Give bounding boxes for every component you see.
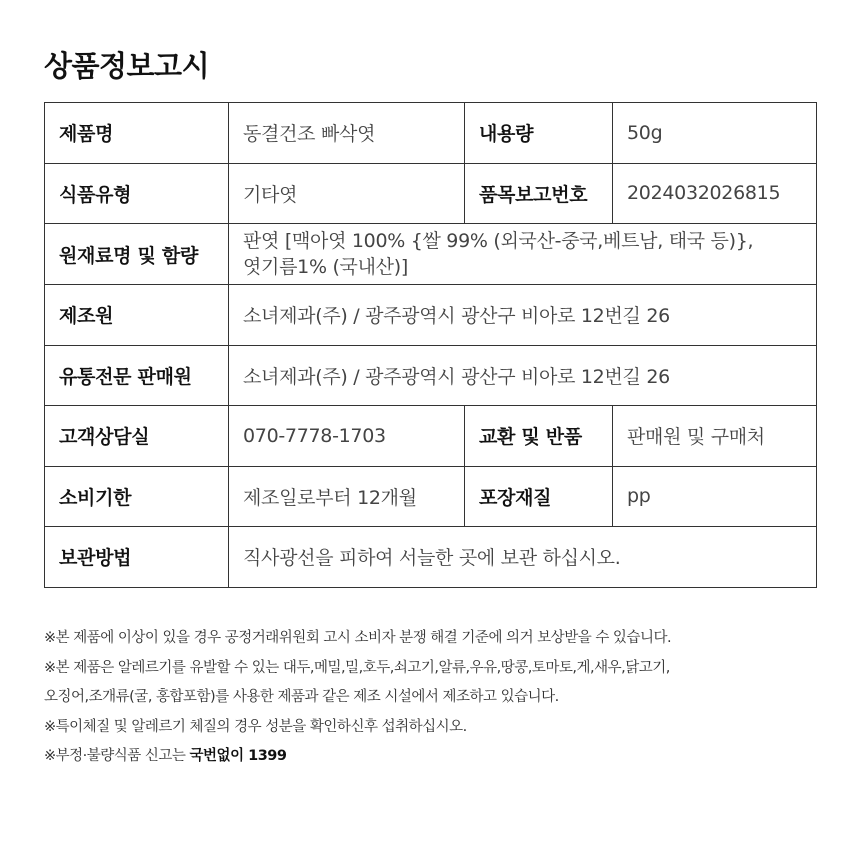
net-content-label: 내용량 <box>465 103 613 164</box>
report-number-label: 품목보고번호 <box>465 163 613 224</box>
distributor-value: 소녀제과(주) / 광주광역시 광산구 비아로 12번길 26 <box>229 345 817 406</box>
packaging-label: 포장재질 <box>465 466 613 527</box>
customer-service-label: 고객상담실 <box>45 406 229 467</box>
table-row <box>45 224 817 285</box>
ingredients-line: 판엿 [맥아엿 100% {쌀 99% (외국산-중국,베트남, 태국 등)}, <box>243 230 754 252</box>
exchange-return-value: 판매원 및 구매처 <box>613 406 817 467</box>
manufacturer-label: 제조원 <box>45 285 229 346</box>
shelf-life-value: 제조일로부터 12개월 <box>229 466 465 527</box>
table-row <box>45 406 817 467</box>
table-row <box>45 466 817 527</box>
food-type-label: 식품유형 <box>45 163 229 224</box>
notice-line: ※특이체질 및 알레르기 체질의 경우 성분을 확인하신후 섭취하십시오. <box>44 718 467 735</box>
product-name-value: 동결건조 빠삭엿 <box>229 103 465 164</box>
food-type-value: 기타엿 <box>229 163 465 224</box>
table-row <box>45 345 817 406</box>
distributor-label: 유통전문 판매원 <box>45 345 229 406</box>
notice-line: ※본 제품은 알레르기를 유발할 수 있는 대두,메밀,밀,호두,쇠고기,알류,우유,땅콩,토마토,게,새우,닭고기, <box>44 659 670 676</box>
net-content-value: 50g <box>613 103 817 164</box>
storage-value: 직사광선을 피하여 서늘한 곳에 보관 하십시오. <box>229 527 817 588</box>
report-number-value: 2024032026815 <box>613 163 817 224</box>
manufacturer-value: 소녀제과(주) / 광주광역시 광산구 비아로 12번길 26 <box>229 285 817 346</box>
notice-line: ※본 제품에 이상이 있을 경우 공정거래위원회 고시 소비자 분쟁 해결 기준에 의거 보상받을 수 있습니다. <box>44 630 672 646</box>
table-row <box>45 163 817 224</box>
report-notice-text: ※부정·불량식품 신고는 <box>44 748 190 764</box>
product-name-label: 제품명 <box>45 103 229 164</box>
storage-label: 보관방법 <box>45 527 229 588</box>
table-row <box>45 285 817 346</box>
exchange-return-label: 교환 및 반품 <box>465 406 613 467</box>
ingredients-label: 원재료명 및 함량 <box>45 224 229 285</box>
report-phone-number: 국번없이 1399 <box>189 748 287 764</box>
ingredients-value <box>229 224 817 285</box>
product-info-table <box>44 102 817 588</box>
notice-line: 오징어,조개류(굴, 홍합포함)를 사용한 제품과 같은 제조 시설에서 제조하고 있습니다. <box>44 689 559 705</box>
shelf-life-label: 소비기한 <box>45 466 229 527</box>
notice-section <box>44 624 834 772</box>
packaging-value: pp <box>613 466 817 527</box>
ingredients-line: 엿기름1% (국내산)] <box>243 256 408 278</box>
notice-line <box>44 742 834 772</box>
table-row <box>45 103 817 164</box>
customer-service-value: 070-7778-1703 <box>229 406 465 467</box>
page-title: 상품정보고시 <box>44 49 210 83</box>
table-row <box>45 527 817 588</box>
